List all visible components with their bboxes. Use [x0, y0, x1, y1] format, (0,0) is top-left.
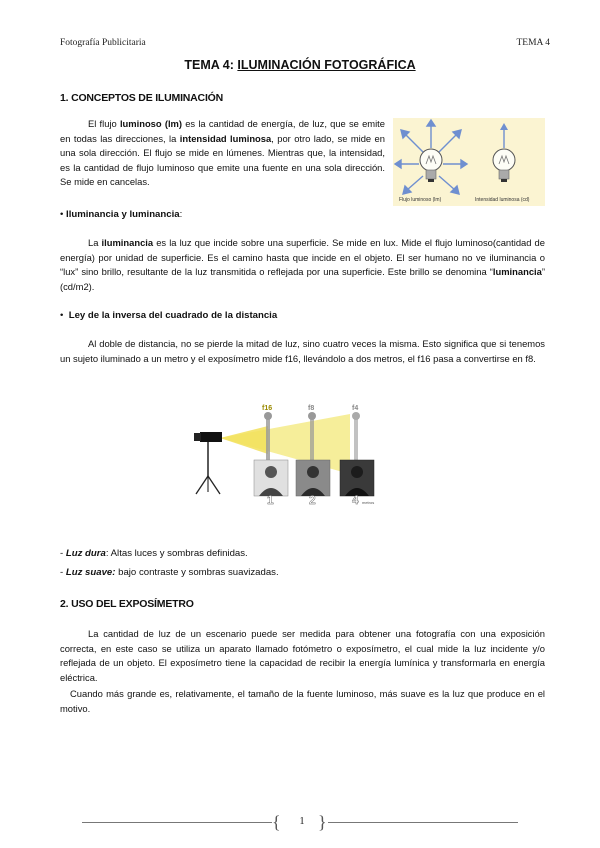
- page-number: 1: [299, 816, 305, 827]
- page-title: [0, 58, 600, 72]
- term-luminancia: luminancia: [492, 266, 542, 278]
- paragraph-iluminancia: La iluminancia es la luz que incide sobre una superficie. Se mide en lux. Mide el flujo luminoso(cantidad de energía) por unidad de superficie. Es el camino hasta que incide en el objeto. El ser humano no ve iluminancia o “lux” sino brillo, resultante de la luz transmitida o reflejada por una superficie. Este brillo se denomina “luminancia” (cd/m2).: [60, 237, 545, 292]
- subject-1-portrait: [254, 460, 288, 496]
- subject-3-portrait: [340, 460, 374, 496]
- fstop-f16: f16: [262, 405, 273, 412]
- section-2-heading: 2. USO DEL EXPOSÍMETRO: [60, 598, 194, 610]
- bulbs-figure: [393, 118, 545, 206]
- fstop-f8: f8: [308, 405, 315, 412]
- footer-brace-left: {: [272, 812, 281, 832]
- light-cone-inner: [220, 426, 268, 454]
- paragraph-fuente: Cuando más grande es, relativamente, el tamaño de la fuente luminoso, más suave es la luz que produce en el motivo.: [60, 688, 545, 714]
- term-luz-suave: Luz suave:: [65, 567, 116, 578]
- bulb-left-caption: Flujo luminoso (lm): [399, 197, 442, 203]
- bullet-ley-inversa: • Ley de la inversa del cuadrado de la distancia: [60, 310, 278, 321]
- footer-rule-left: [82, 822, 272, 823]
- term-luz-dura: Luz dura: [65, 548, 106, 559]
- subject-2-portrait: [296, 460, 330, 496]
- inverse-square-figure: [190, 398, 390, 508]
- paragraph-flujo: El flujo luminoso (lm) es la cantidad de energía, de luz, que se emite en todas las direcciones, la intensidad luminosa, por otro lado, se mide en una sola dirección. El flujo se mide en lúmenes. Mientras que, la intensidad, es la cantidad de flujo luminoso que emite una fuente en una sola dirección. Se mide en cancelas.: [60, 118, 385, 188]
- section-1-heading: 1. CONCEPTOS DE ILUMINACIÓN: [60, 92, 224, 104]
- paragraph-exposimetro: La cantidad de luz de un escenario puede ser medida para obtener una fotografía con una exposición correcta, en este caso se utiliza un aparato llamado fotómetro o exposímetro, el cual mide la luz incidente y/o reflejada de un objeto. El exposímetro tiene la capacidad de recibir la energía lumínica y transformarla en energía eléctrica.: [60, 628, 545, 683]
- term-intensidad: intensidad luminosa: [179, 132, 272, 144]
- footer-rule-right: [328, 822, 518, 823]
- bulb-right-caption: Intensidad luminosa (cd): [475, 197, 530, 203]
- paragraph-ley-inversa: Al doble de distancia, no se pierde la mitad de luz, sino cuatro veces la misma. Esto significa que si tenemos un sujeto iluminado a un metro y el exposímetro mide f16, llevándolo a dos metros, el f16 pasa a convertirse en f8.: [60, 338, 545, 364]
- distance-1: 1: [267, 493, 274, 507]
- title-main: ILUMINACIÓN FOTOGRÁFICA: [237, 58, 416, 72]
- distance-2: 2: [309, 493, 316, 507]
- footer-brace-right: }: [318, 812, 327, 832]
- running-header-left: Fotografía Publicitaria: [60, 38, 146, 48]
- bullet-iluminancia: • Iluminancia y luminancia:: [60, 209, 183, 220]
- distance-unit: metros: [362, 500, 375, 505]
- running-header-right: TEMA 4: [516, 38, 550, 48]
- fstop-f4: f4: [352, 405, 359, 412]
- term-iluminancia: iluminancia: [101, 237, 154, 248]
- bulbs-figure-bg: [393, 118, 545, 206]
- term-luminoso: luminoso (lm): [119, 118, 183, 129]
- title-prefix: TEMA 4:: [184, 58, 238, 72]
- lamp-on-stand-icon: [194, 432, 222, 494]
- luz-dura-line: - Luz dura: Altas luces y sombras definidas.: [60, 548, 248, 559]
- luz-suave-line: - Luz suave: bajo contraste y sombras suavizadas.: [60, 567, 279, 578]
- distance-4: 4: [352, 493, 359, 507]
